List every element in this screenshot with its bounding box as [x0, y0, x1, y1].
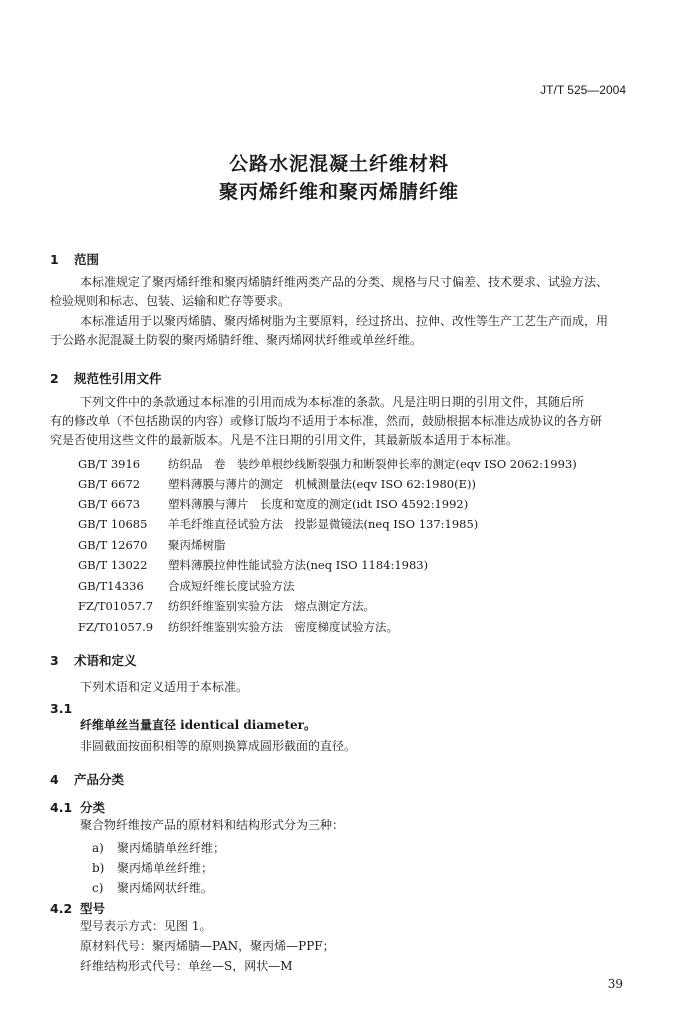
list-item — [92, 879, 213, 896]
reference-title: 塑料薄膜与薄片 长度和宽度的测定(idt ISO 4592:1992) — [168, 497, 469, 511]
reference-item — [78, 578, 295, 594]
reference-title: 塑料薄膜拉伸性能试验方法(neq ISO 1184:1983) — [168, 558, 429, 572]
paragraph-line: 聚合物纤维按产品的原材料和结构形式分为三种： — [80, 818, 345, 832]
paragraph-line: 本标准规定了聚丙烯纤维和聚丙烯腈纤维两类产品的分类、规格与尺寸偏差、技术要求、试验方法、 — [80, 275, 609, 289]
reference-title: 纺织品 卷 装纱单根纱线断裂强力和断裂伸长率的测定(eqv ISO 2062:1993) — [168, 457, 577, 471]
reference-item — [78, 456, 577, 472]
reference-code: GB/T 6673 — [78, 497, 141, 511]
list-label: a) — [92, 841, 104, 855]
paragraph-line: 有的修改单（不包括勘误的内容）或修订版均不适用于本标准，然而，鼓励根据本标准达成协议的各方研 — [50, 414, 603, 428]
term-definition: 非圆截面按面积相等的原则换算成圆形截面的直径。 — [80, 739, 357, 753]
reference-title: 塑料薄膜与薄片的测定 机械测量法(eqv ISO 62:1980(E)) — [168, 477, 476, 491]
reference-code: GB/T 13022 — [78, 558, 148, 572]
document-title-line2: 聚丙烯纤维和聚丙烯腈纤维 — [218, 181, 459, 203]
section-2-heading — [50, 369, 162, 387]
standard-number: JT/T 525—2004 — [540, 83, 626, 97]
section-3-heading — [50, 651, 137, 669]
reference-code: FZ/T01057.7 — [78, 599, 154, 613]
reference-code: GB/T 3916 — [78, 457, 141, 471]
section-4-heading — [50, 770, 124, 788]
list-text: 聚丙烯单丝纤维； — [117, 861, 214, 875]
list-item — [92, 859, 213, 876]
list-label: c) — [92, 881, 104, 895]
list-text: 聚丙烯网状纤维。 — [117, 881, 214, 895]
section-number: 3 — [50, 653, 59, 668]
paragraph-line: 于公路水泥混凝土防裂的聚丙烯腈纤维、聚丙烯网状纤维或单丝纤维。 — [50, 333, 423, 347]
reference-item — [78, 516, 478, 532]
paragraph-line: 下列术语和定义适用于本标准。 — [80, 680, 249, 694]
term-entry: 纤维单丝当量直径 identical diameter。 — [80, 718, 316, 732]
paragraph-line: 型号表示方式：见图 1。 — [80, 919, 212, 933]
page-number: 39 — [607, 977, 623, 991]
section-number: 4 — [50, 772, 59, 787]
subsection-title: 型号 — [80, 901, 106, 916]
list-item — [92, 839, 225, 856]
reference-item — [78, 476, 476, 492]
reference-title: 聚丙烯树脂 — [168, 538, 226, 552]
reference-title: 合成短纤维长度试验方法 — [168, 579, 295, 593]
reference-item — [78, 598, 375, 614]
reference-item — [78, 557, 428, 573]
section-title: 规范性引用文件 — [74, 371, 162, 386]
list-text: 聚丙烯腈单丝纤维； — [117, 841, 226, 855]
reference-code: GB/T 6672 — [78, 477, 141, 491]
subsection-title: 分类 — [80, 800, 106, 815]
list-label: b) — [92, 861, 105, 875]
paragraph-line: 本标准适用于以聚丙烯腈、聚丙烯树脂为主要原料，经过挤出、拉伸、改性等生产工艺生产而成，用 — [80, 314, 609, 328]
paragraph-line: 纤维结构形式代号：单丝—S，网状—M — [80, 959, 293, 973]
reference-code: FZ/T01057.9 — [78, 620, 154, 634]
paragraph-line: 检验规则和标志、包装、运输和贮存等要求。 — [50, 294, 291, 308]
subsection-4-2-heading — [50, 899, 105, 917]
reference-code: GB/T 10685 — [78, 517, 148, 531]
reference-title: 羊毛纤维直径试验方法 投影显微镜法(neq ISO 137:1985) — [168, 517, 479, 531]
section-number: 2 — [50, 371, 59, 386]
subsection-number: 4.1 — [50, 800, 73, 815]
section-title: 产品分类 — [74, 772, 125, 787]
reference-title: 纺织纤维鉴别实验方法 密度梯度试验方法。 — [168, 620, 398, 634]
section-number: 1 — [50, 252, 59, 267]
reference-code: GB/T14336 — [78, 579, 144, 593]
section-title: 范围 — [74, 252, 100, 267]
subsection-number: 4.2 — [50, 901, 73, 916]
reference-item — [78, 496, 468, 512]
section-1-heading — [50, 250, 99, 268]
subsection-4-1-heading — [50, 798, 105, 816]
subsection-number: 3.1 — [50, 701, 73, 716]
reference-code: GB/T 12670 — [78, 538, 148, 552]
section-title: 术语和定义 — [74, 653, 137, 668]
paragraph-line: 下列文件中的条款通过本标准的引用而成为本标准的条款。凡是注明日期的引用文件，其随后所 — [80, 395, 585, 409]
paragraph-line: 究是否使用这些文件的最新版本。凡是不注日期的引用文件，其最新版本适用于本标准。 — [50, 433, 519, 447]
document-title-line1: 公路水泥混凝土纤维材料 — [228, 153, 449, 175]
reference-title: 纺织纤维鉴别实验方法 熔点测定方法。 — [168, 599, 375, 613]
reference-item — [78, 619, 398, 635]
reference-item — [78, 537, 226, 553]
paragraph-line: 原材料代号：聚丙烯腈—PAN，聚丙烯—PPF； — [80, 939, 335, 953]
